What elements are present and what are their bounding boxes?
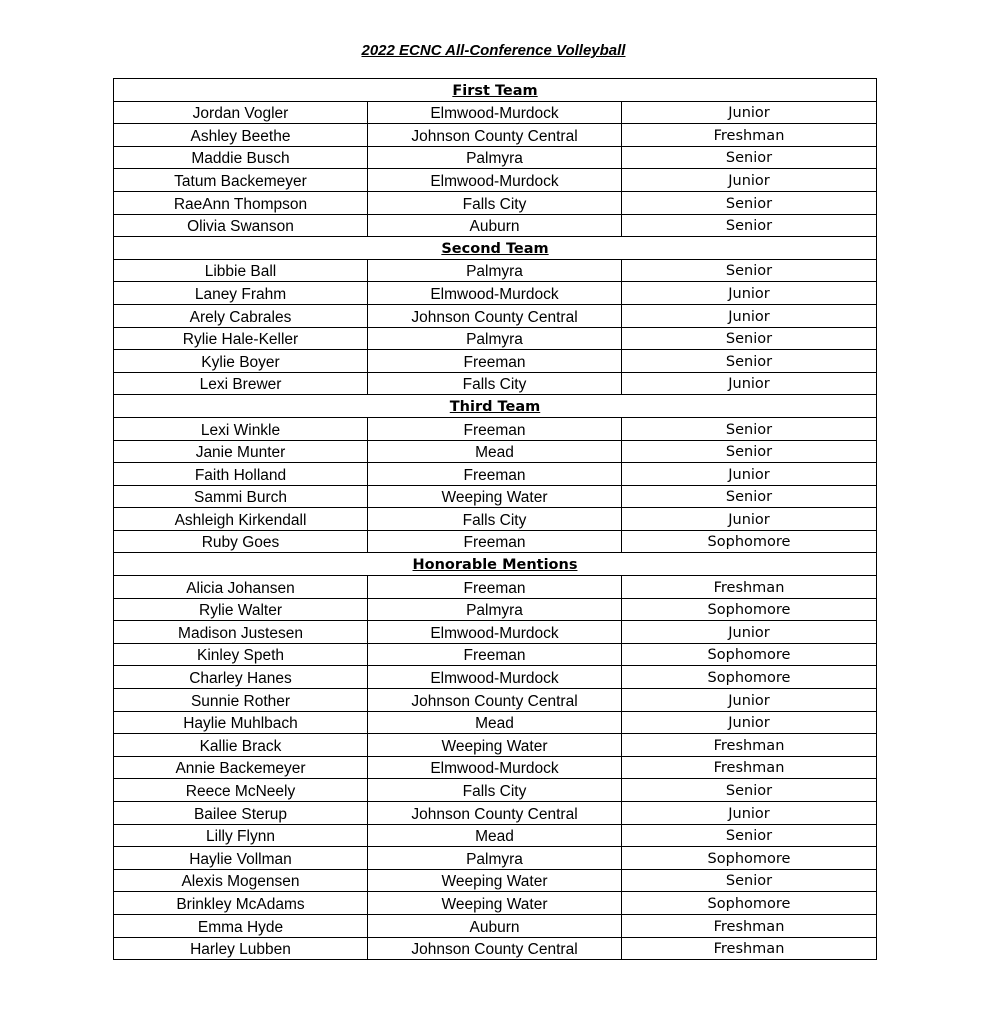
player-school: Mead (368, 824, 622, 847)
player-name: RaeAnn Thompson (114, 191, 368, 214)
player-year: Senior (622, 259, 877, 282)
table-row (114, 214, 877, 237)
player-year: Senior (622, 485, 877, 508)
player-name: Lexi Brewer (114, 372, 368, 395)
player-school: Weeping Water (368, 892, 622, 915)
player-school: Elmwood-Murdock (368, 282, 622, 305)
player-name: Ashleigh Kirkendall (114, 508, 368, 531)
player-school: Johnson County Central (368, 802, 622, 825)
player-year: Junior (622, 689, 877, 712)
player-year: Junior (622, 463, 877, 486)
player-name: Haylie Vollman (114, 847, 368, 870)
player-school: Johnson County Central (368, 304, 622, 327)
player-year: Senior (622, 327, 877, 350)
table-row (114, 463, 877, 486)
player-year: Junior (622, 101, 877, 124)
player-name: Alexis Mogensen (114, 869, 368, 892)
player-school: Mead (368, 711, 622, 734)
player-school: Mead (368, 440, 622, 463)
player-name: Annie Backemeyer (114, 756, 368, 779)
all-conference-table (113, 78, 877, 960)
table-row (114, 711, 877, 734)
table-row (114, 304, 877, 327)
player-year: Sophomore (622, 530, 877, 553)
player-year: Senior (622, 350, 877, 373)
player-year: Sophomore (622, 892, 877, 915)
player-school: Freeman (368, 530, 622, 553)
player-name: Olivia Swanson (114, 214, 368, 237)
player-school: Elmwood-Murdock (368, 756, 622, 779)
table-row (114, 169, 877, 192)
table-row (114, 485, 877, 508)
player-year: Freshman (622, 576, 877, 599)
table-row (114, 417, 877, 440)
player-year: Senior (622, 779, 877, 802)
table-row (114, 372, 877, 395)
player-year: Freshman (622, 914, 877, 937)
player-year: Sophomore (622, 598, 877, 621)
player-school: Elmwood-Murdock (368, 101, 622, 124)
player-school: Auburn (368, 914, 622, 937)
player-year: Junior (622, 711, 877, 734)
player-school: Weeping Water (368, 869, 622, 892)
player-name: Reece McNeely (114, 779, 368, 802)
player-year: Junior (622, 621, 877, 644)
player-school: Elmwood-Murdock (368, 621, 622, 644)
player-name: Kallie Brack (114, 734, 368, 757)
player-year: Freshman (622, 734, 877, 757)
player-school: Palmyra (368, 847, 622, 870)
player-name: Janie Munter (114, 440, 368, 463)
player-school: Freeman (368, 643, 622, 666)
table-row (114, 508, 877, 531)
player-year: Senior (622, 146, 877, 169)
player-name: Bailee Sterup (114, 802, 368, 825)
page-title: 2022 ECNC All-Conference Volleyball (361, 42, 626, 59)
table-row (114, 666, 877, 689)
table-row (114, 530, 877, 553)
player-name: Madison Justesen (114, 621, 368, 644)
section-header: First Team (114, 79, 877, 102)
player-school: Palmyra (368, 146, 622, 169)
table-row (114, 869, 877, 892)
table-row (114, 847, 877, 870)
player-year: Junior (622, 372, 877, 395)
table-row (114, 350, 877, 373)
table-row (114, 643, 877, 666)
player-school: Freeman (368, 576, 622, 599)
player-name: Harley Lubben (114, 937, 368, 960)
player-year: Sophomore (622, 643, 877, 666)
section-header-row (114, 79, 877, 102)
player-name: Rylie Hale-Keller (114, 327, 368, 350)
table-row (114, 824, 877, 847)
player-school: Palmyra (368, 598, 622, 621)
player-name: Ruby Goes (114, 530, 368, 553)
player-name: Tatum Backemeyer (114, 169, 368, 192)
player-name: Ashley Beethe (114, 124, 368, 147)
table-row (114, 440, 877, 463)
section-header-row (114, 237, 877, 260)
table-row (114, 802, 877, 825)
player-name: Brinkley McAdams (114, 892, 368, 915)
table-row (114, 259, 877, 282)
player-school: Freeman (368, 417, 622, 440)
player-school: Elmwood-Murdock (368, 666, 622, 689)
table-row (114, 124, 877, 147)
player-name: Laney Frahm (114, 282, 368, 305)
player-school: Falls City (368, 508, 622, 531)
table-row (114, 327, 877, 350)
table-row (114, 598, 877, 621)
table-row (114, 621, 877, 644)
table-row (114, 734, 877, 757)
player-year: Senior (622, 440, 877, 463)
table-row (114, 101, 877, 124)
player-school: Freeman (368, 463, 622, 486)
player-name: Haylie Muhlbach (114, 711, 368, 734)
table-row (114, 576, 877, 599)
player-school: Elmwood-Murdock (368, 169, 622, 192)
player-school: Falls City (368, 191, 622, 214)
player-year: Senior (622, 417, 877, 440)
player-year: Sophomore (622, 847, 877, 870)
table-row (114, 146, 877, 169)
section-header-row (114, 395, 877, 418)
player-year: Sophomore (622, 666, 877, 689)
player-school: Johnson County Central (368, 689, 622, 712)
player-name: Faith Holland (114, 463, 368, 486)
player-name: Rylie Walter (114, 598, 368, 621)
player-year: Junior (622, 282, 877, 305)
section-header-row (114, 553, 877, 576)
section-header: Third Team (114, 395, 877, 418)
player-year: Senior (622, 191, 877, 214)
table-row (114, 756, 877, 779)
player-year: Junior (622, 508, 877, 531)
player-name: Sunnie Rother (114, 689, 368, 712)
table-row (114, 937, 877, 960)
table-row (114, 779, 877, 802)
player-year: Junior (622, 304, 877, 327)
player-name: Alicia Johansen (114, 576, 368, 599)
player-name: Charley Hanes (114, 666, 368, 689)
player-name: Jordan Vogler (114, 101, 368, 124)
player-school: Weeping Water (368, 734, 622, 757)
player-school: Falls City (368, 372, 622, 395)
player-school: Johnson County Central (368, 937, 622, 960)
table-row (114, 892, 877, 915)
table-row (114, 689, 877, 712)
table-row (114, 282, 877, 305)
player-school: Palmyra (368, 327, 622, 350)
player-name: Kinley Speth (114, 643, 368, 666)
section-header: Honorable Mentions (114, 553, 877, 576)
table-row (114, 191, 877, 214)
roster-body (114, 79, 877, 960)
player-name: Sammi Burch (114, 485, 368, 508)
player-school: Freeman (368, 350, 622, 373)
player-year: Senior (622, 824, 877, 847)
player-year: Junior (622, 169, 877, 192)
player-school: Palmyra (368, 259, 622, 282)
player-name: Lilly Flynn (114, 824, 368, 847)
player-year: Freshman (622, 124, 877, 147)
player-year: Freshman (622, 756, 877, 779)
table-row (114, 914, 877, 937)
player-name: Arely Cabrales (114, 304, 368, 327)
player-name: Libbie Ball (114, 259, 368, 282)
player-year: Senior (622, 869, 877, 892)
player-school: Falls City (368, 779, 622, 802)
player-school: Weeping Water (368, 485, 622, 508)
player-name: Kylie Boyer (114, 350, 368, 373)
player-year: Freshman (622, 937, 877, 960)
player-year: Junior (622, 802, 877, 825)
player-school: Johnson County Central (368, 124, 622, 147)
player-name: Maddie Busch (114, 146, 368, 169)
player-school: Auburn (368, 214, 622, 237)
player-name: Lexi Winkle (114, 417, 368, 440)
player-year: Senior (622, 214, 877, 237)
section-header: Second Team (114, 237, 877, 260)
player-name: Emma Hyde (114, 914, 368, 937)
